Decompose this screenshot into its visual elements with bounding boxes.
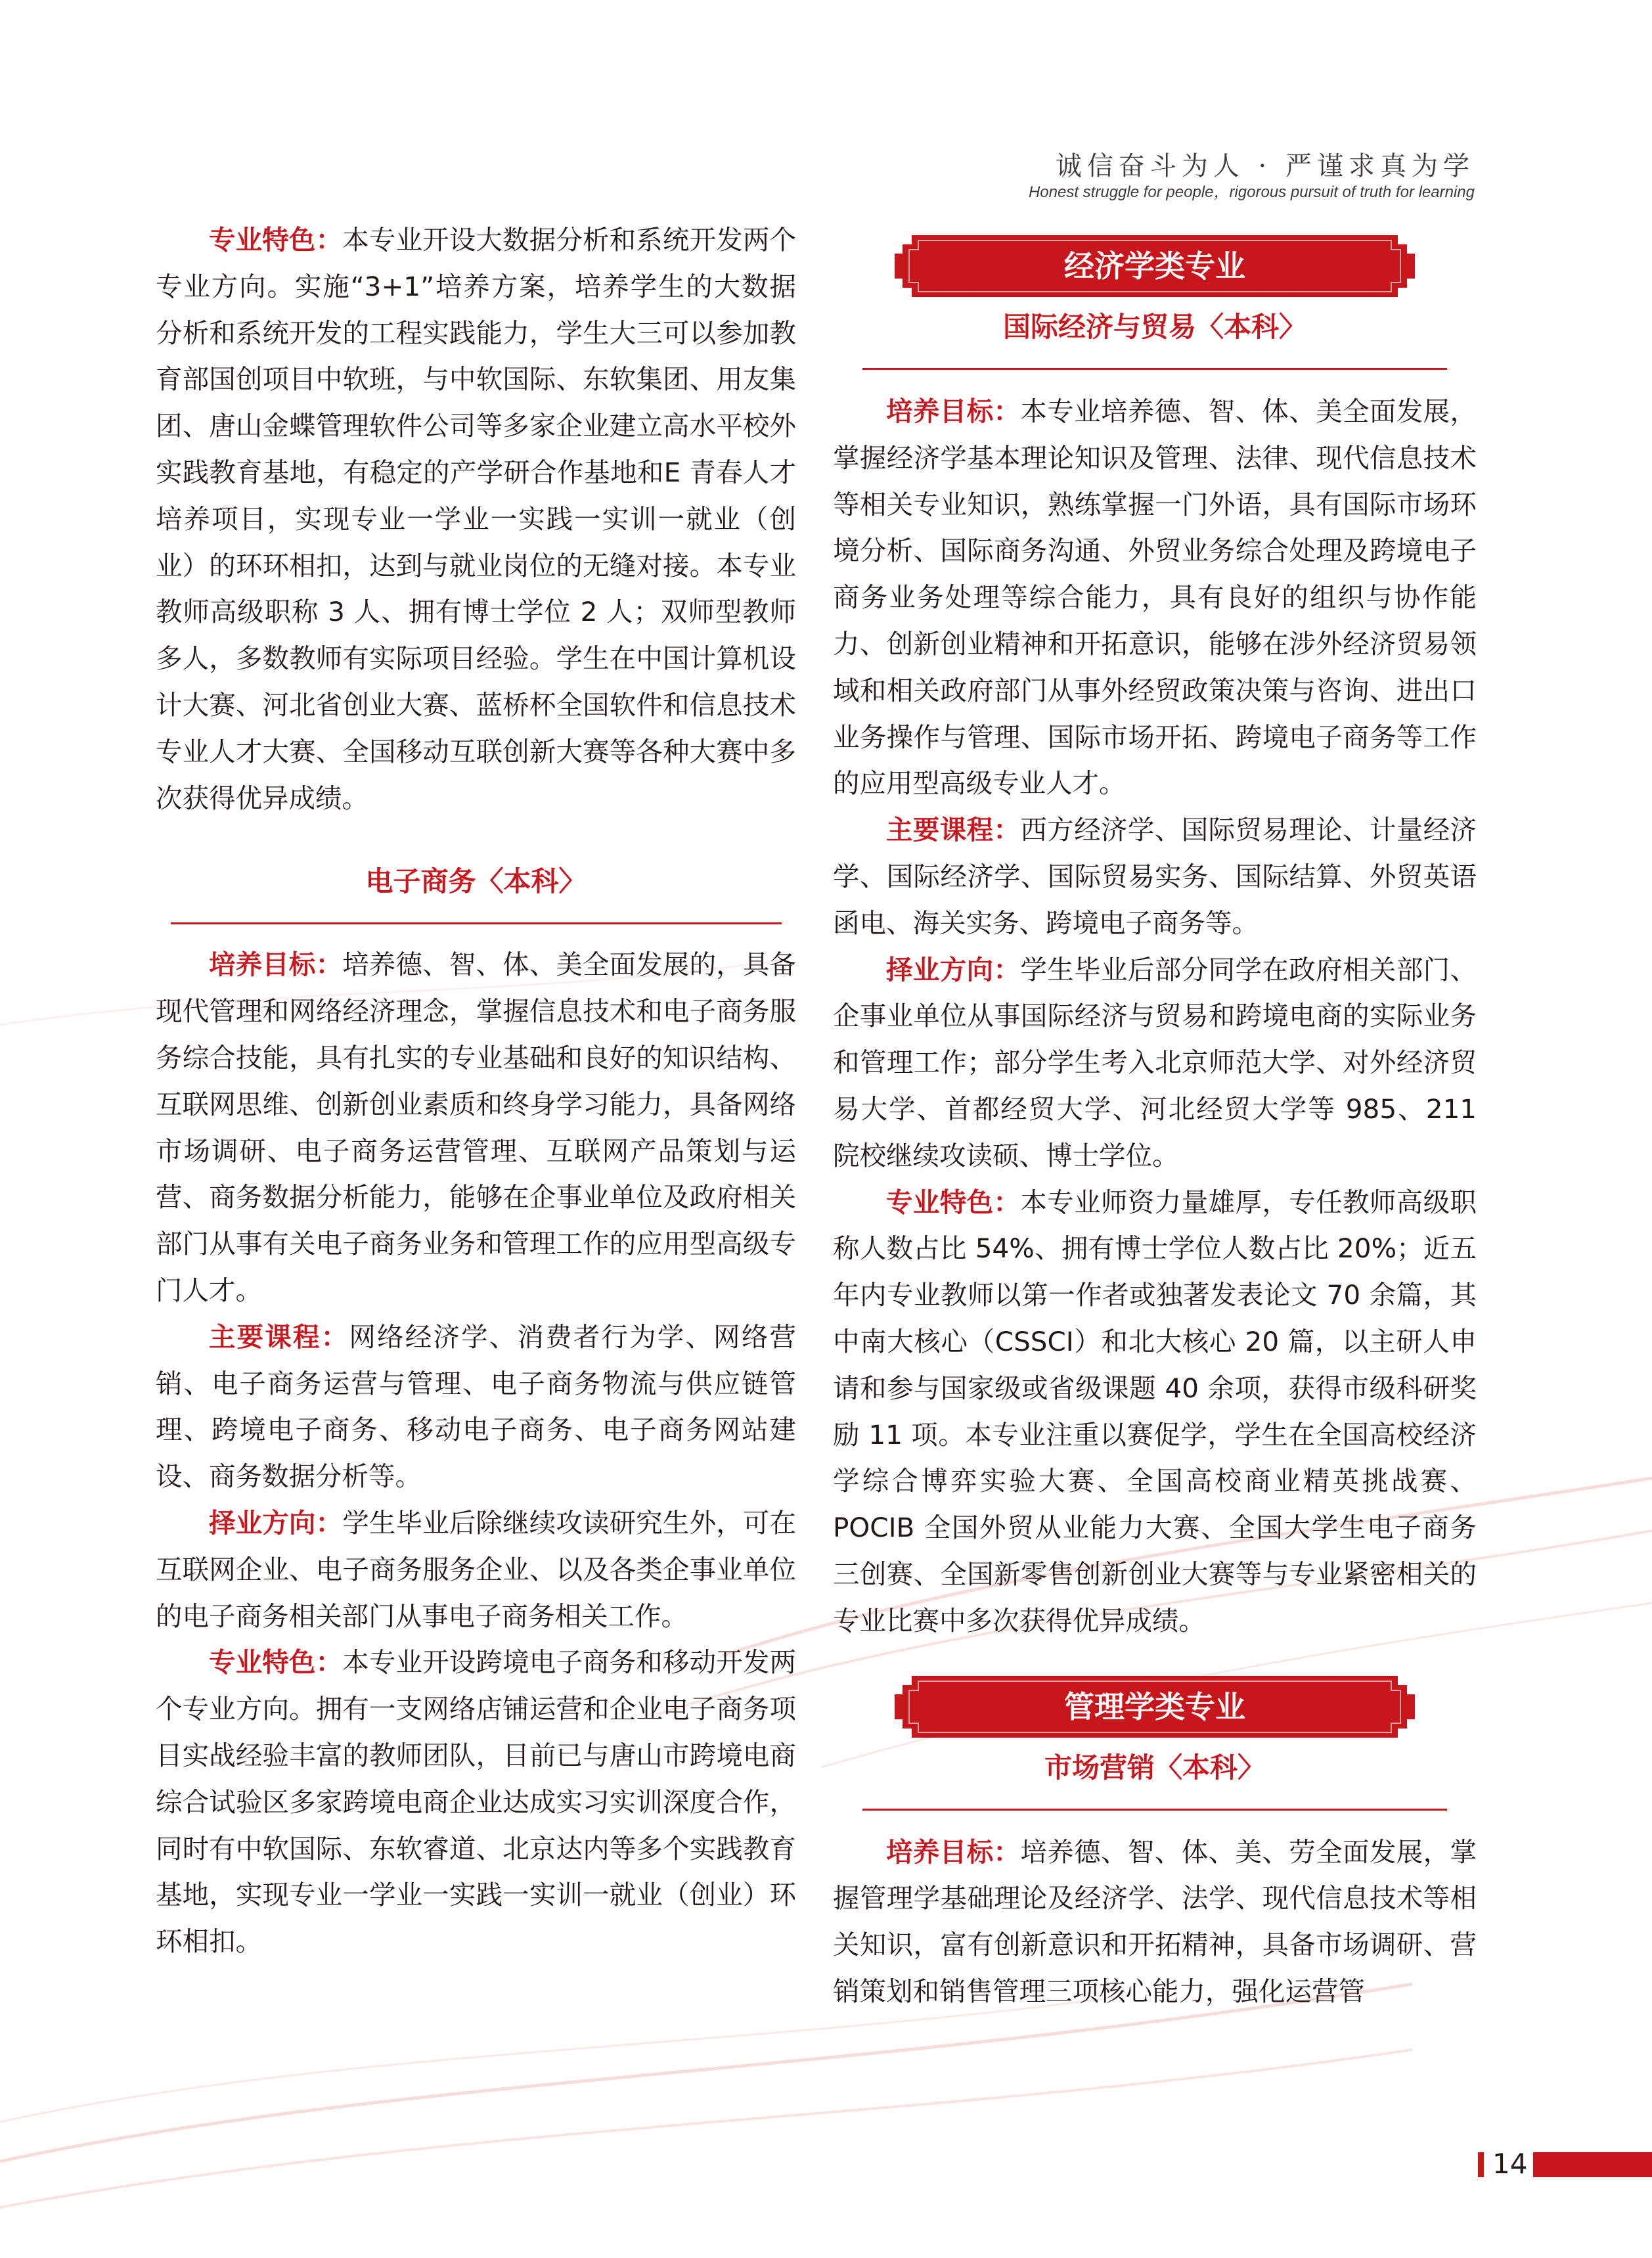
label-courses: 主要课程：	[209, 1321, 349, 1353]
label-goal: 培养目标：	[886, 1836, 1021, 1868]
banner-label: 经济学类专业	[1064, 248, 1245, 284]
right-column	[833, 230, 1477, 2015]
paragraph-ecommerce-career	[156, 1500, 796, 1639]
paragraph-marketing-goal	[833, 1829, 1477, 2015]
paragraph-intl-goal	[833, 388, 1477, 807]
text-goal: 本专业培养德、智、体、美全面发展，掌握经济学基本理论知识及管理、法律、现代信息技术等相关专业知识，熟练掌握一门外语，具有国际市场环境分析、国际商务沟通、外贸业务综合处理及跨境电子商务业务处理等综合能力，具有良好的组织与协作能力、创新创业精神和开拓意识，能够在涉外经济贸易领域和相关政府部门从事外经贸政策决策与咨询、进出口业务操作与管理、国际市场开拓、跨境电子商务等工作的应用型高级专业人才。	[833, 395, 1477, 800]
text-feature: 本专业师资力量雄厚，专任教师高级职称人数占比 54%、拥有博士学位人数占比 20%；近五年内专业教师以第一作者或独著发表论文 70 余篇，其中南大核心（CSSCI）和北大核心 20 篇，以主研人申请和参与国家级或省级课题 40 余项，获得市级科研奖励 11 项。本专业注重以赛促学，学生在全国高校经济学综合博弈实验大赛、全国高校商业精英挑战赛、POCIB 全国外贸从业能力大赛、全国大学生电子商务三创赛、全国新零售创新创业大赛等与专业紧密相关的专业比赛中多次获得优异成绩。	[833, 1186, 1477, 1637]
paragraph-ecommerce-feature	[156, 1639, 796, 1965]
text-career: 学生毕业后除继续攻读研究生外，可在互联网企业、电子商务服务企业、以及各类企事业单位的电子商务相关部门从事电子商务相关工作。	[156, 1506, 797, 1632]
paragraph-ecommerce-goal	[156, 941, 796, 1313]
label-feature: 专业特色：	[886, 1186, 1021, 1218]
text-feature: 本专业开设跨境电子商务和移动开发两个专业方向。拥有一支网络店铺运营和企业电子商务项目实战经验丰富的教师团队，目前已与唐山市跨境电商综合试验区多家跨境电商企业达成实习实训深度合作，同时有中软国际、东软睿道、北京达内等多个实践教育基地，实现专业一学业一实践一实训一就业（创业）环环相扣。	[156, 1646, 797, 1958]
title-underline	[862, 1809, 1447, 1811]
paragraph-intl-career	[833, 947, 1477, 1179]
label-goal: 培养目标：	[209, 949, 343, 981]
left-column	[156, 217, 796, 1965]
label-feature: 专业特色：	[209, 1646, 343, 1679]
paragraph-ecommerce-courses	[156, 1314, 796, 1500]
header-motto	[1029, 150, 1475, 202]
text-courses: 网络经济学、消费者行为学、网络营销、电子商务运营与管理、电子商务物流与供应链管理、跨境电子商务、移动电子商务、电子商务网站建设、商务数据分析等。	[156, 1321, 796, 1493]
paragraph-intl-feature	[833, 1179, 1477, 1644]
footer-tick	[1478, 2152, 1484, 2177]
paragraph-intl-courses	[833, 807, 1477, 946]
category-banner-management	[892, 1671, 1418, 1743]
page-number: 14	[1492, 2148, 1528, 2180]
paragraph-feature-bigdata	[156, 217, 796, 821]
label-career: 择业方向：	[209, 1506, 343, 1539]
category-banner-economics	[892, 230, 1418, 302]
label-goal: 培养目标：	[886, 395, 1021, 427]
label-feature: 专业特色：	[209, 224, 343, 256]
section-title-marketing: 市场营销〈本科〉	[1044, 1751, 1265, 1784]
section-title-ecommerce: 电子商务〈本科〉	[365, 865, 587, 898]
footer-bar	[1533, 2152, 1652, 2177]
label-courses: 主要课程：	[886, 814, 1021, 846]
section-title-intl-trade: 国际经济与贸易〈本科〉	[1002, 311, 1306, 343]
motto-chinese: 诚信奋斗为人 · 严谨求真为学	[1055, 151, 1475, 181]
text-courses: 西方经济学、国际贸易理论、计量经济学、国际经济学、国际贸易实务、国际结算、外贸英语函电、海关实务、跨境电子商务等。	[833, 814, 1477, 939]
banner-label: 管理学类专业	[1064, 1688, 1245, 1725]
title-underline	[862, 368, 1447, 370]
label-career: 择业方向：	[886, 953, 1021, 985]
text-goal: 培养德、智、体、美、劳全面发展，掌握管理学基础理论及经济学、法学、现代信息技术等相关知识，富有创新意识和开拓精神，具备市场调研、营销策划和销售管理三项核心能力，强化运营管	[833, 1836, 1477, 2007]
title-underline	[171, 922, 782, 924]
text-career: 学生毕业后部分同学在政府相关部门、企事业单位从事国际经济与贸易和跨境电商的实际业务和管理工作；部分学生考入北京师范大学、对外经济贸易大学、首都经贸大学、河北经贸大学等 985、211 院校继续攻读硕、博士学位。	[833, 953, 1477, 1171]
text-feature: 本专业开设大数据分析和系统开发两个专业方向。实施“3+1”培养方案，培养学生的大数据分析和系统开发的工程实践能力，学生大三可以参加教育部国创项目中软班，与中软国际、东软集团、用友集团、唐山金蝶管理软件公司等多家企业建立高水平校外实践教育基地，有稳定的产学研合作基地和E 青春人才培养项目，实现专业一学业一实践一实训一就业（创业）的环环相扣，达到与就业岗位的无缝对接。本专业教师高级职称 3 人、拥有博士学位 2 人；双师型教师多人，多数教师有实际项目经验。学生在中国计算机设计大赛、河北省创业大赛、蓝桥杯全国软件和信息技术专业人才大赛、全国移动互联创新大赛等各种大赛中多次获得优异成绩。	[156, 224, 797, 814]
motto-english: Honest struggle for people，rigorous pursuit of truth for learning	[1028, 183, 1475, 201]
text-goal: 培养德、智、体、美全面发展的，具备现代管理和网络经济理念，掌握信息技术和电子商务服务综合技能，具有扎实的专业基础和良好的知识结构、互联网思维、创新创业素质和终身学习能力，具备网络市场调研、电子商务运营管理、互联网产品策划与运营、商务数据分析能力，能够在企事业单位及政府相关部门从事有关电子商务业务和管理工作的应用型高级专门人才。	[156, 949, 797, 1306]
